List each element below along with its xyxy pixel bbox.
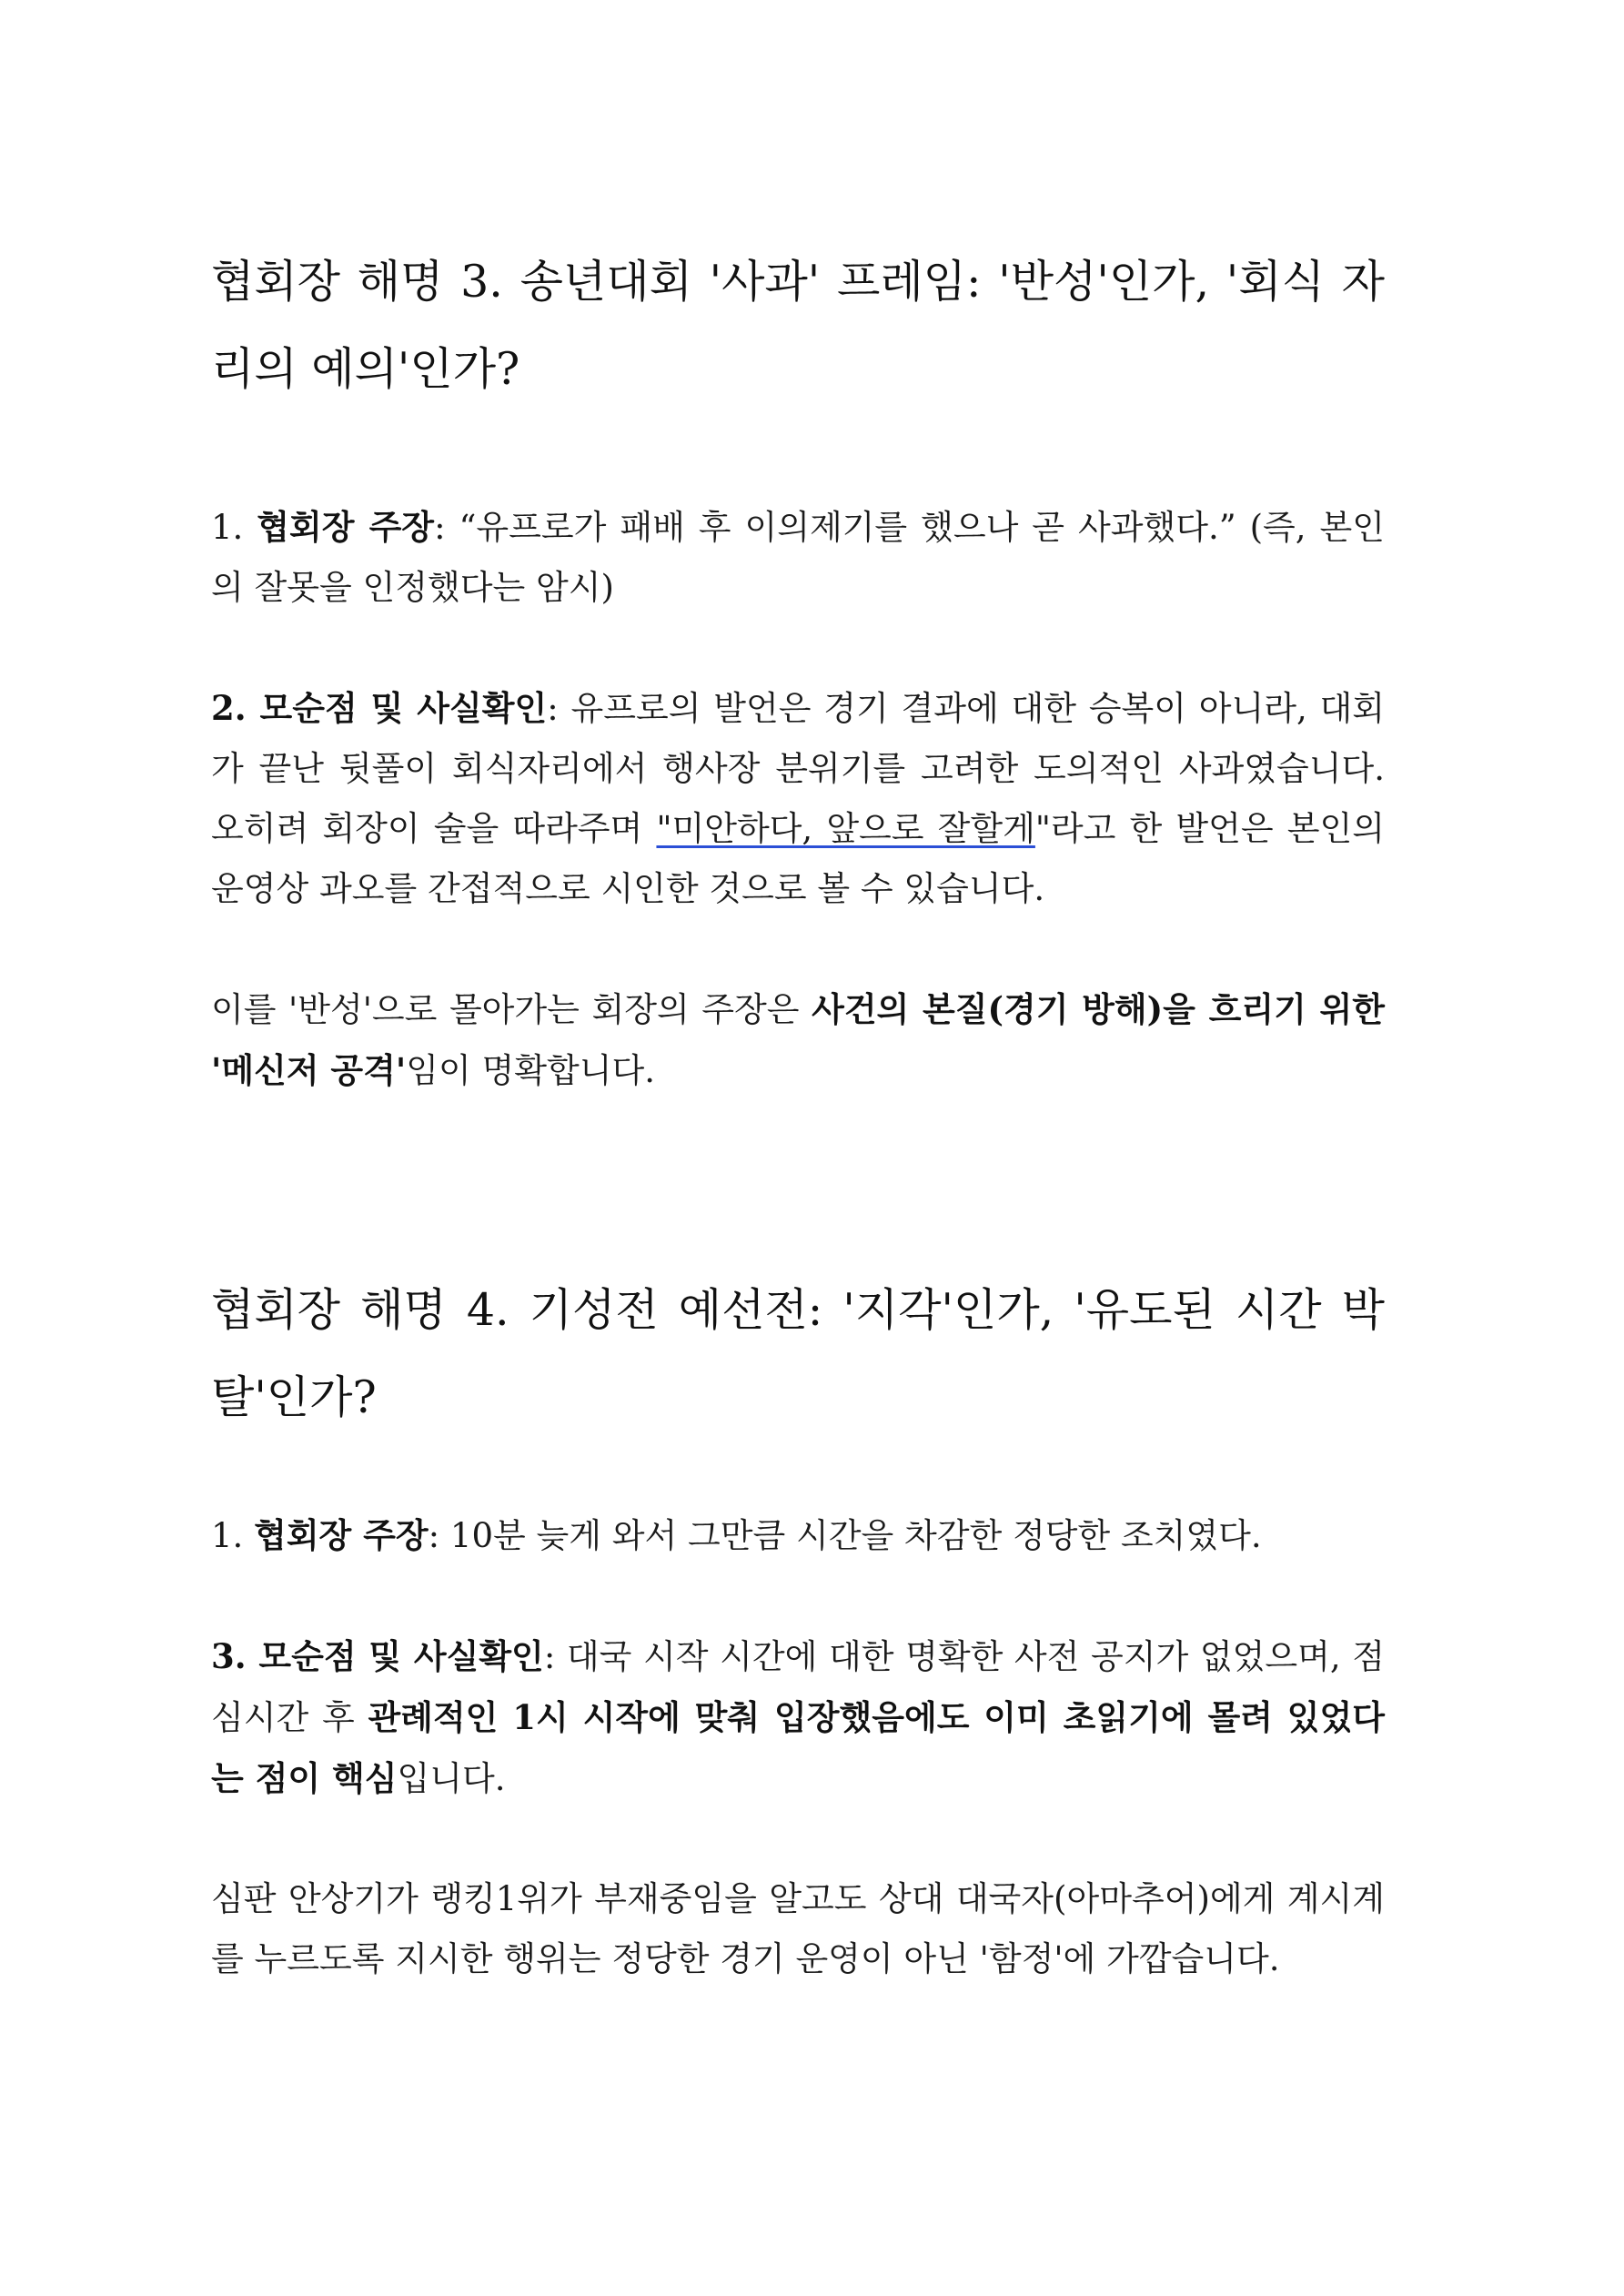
section-3-factcheck-paragraph [211, 678, 1385, 919]
underlined-quote: "미안하다, 앞으로 잘할게 [656, 809, 1035, 848]
conclusion-text-b: 임이 명확합니다. [406, 1051, 655, 1090]
paragraph-number: 2. [211, 688, 260, 728]
factcheck-label: 모순점 및 사실확인 [259, 688, 548, 728]
claim-text: “유프로가 패배 후 이의제기를 했으나 곧 사과했다.” (즉, 본인의 잘못을 인정했다는 암시) [211, 508, 1385, 607]
label-colon: : [428, 1516, 450, 1555]
factcheck-text-a: 유프로의 발언은 경기 결과에 대한 승복이 아니라, 대회가 끝난 뒷풀이 회식자리에서 행사장 분위기를 고려한 도의적인 사과였습니다. 오히려 회장이 술을 따라주며 [211, 689, 1386, 848]
claim-label: 협회장 주장 [254, 1515, 429, 1555]
section-3-heading: 협회장 해명 3. 송년대회 '사과' 프레임: '반성'인가, '회식 자리의 예의'인가? [211, 256, 1385, 395]
paragraph-number: 3. [211, 1636, 259, 1676]
label-colon: : [547, 689, 571, 728]
factcheck-label: 모순점 및 사실확인 [258, 1636, 544, 1676]
document-body [211, 238, 1385, 1989]
factcheck-text-b: 입니다. [397, 1759, 506, 1798]
label-colon: : [543, 1637, 567, 1676]
label-colon: : [434, 508, 459, 547]
claim-label: 협회장 주장 [257, 507, 435, 547]
section-4-claim-paragraph [211, 1505, 1385, 1566]
paragraph-number: 1. [211, 508, 257, 547]
section-4-factcheck-paragraph [211, 1626, 1385, 1809]
section-3-claim-paragraph [211, 497, 1385, 618]
section-3-conclusion-paragraph [211, 979, 1385, 1101]
factcheck-text-b: "라고 한 발언은 본인의 운영상 과오를 간접적으로 시인한 것으로 볼 수 있습니다. [211, 809, 1385, 908]
section-4-heading: 협회장 해명 4. 기성전 예선전: '지각'인가, '유도된 시간 박탈'인가? [211, 1284, 1385, 1423]
factcheck-text-a: 대국 시작 시간에 대한 명확한 사전 공지가 없었으며, 점심시간 후 [211, 1637, 1385, 1737]
claim-text: 10분 늦게 와서 그만큼 시간을 차감한 정당한 조치였다. [449, 1516, 1262, 1555]
section-4-conclusion-paragraph: 심판 안상기가 랭킹1위가 부재중임을 알고도 상대 대국자(아마추어)에게 계시계를 누르도록 지시한 행위는 정당한 경기 운영이 아닌 '함정'에 가깝습니다. [211, 1879, 1385, 1978]
conclusion-text-a: 이를 '반성'으로 몰아가는 회장의 주장은 [211, 990, 812, 1029]
factcheck-emphasis: 관례적인 1시 시작에 맞춰 입장했음에도 이미 초읽기에 몰려 있었다는 점이 핵심 [211, 1697, 1386, 1798]
conclusion-emphasis: 사건의 본질(경기 방해)을 흐리기 위한 '메신저 공격' [211, 989, 1385, 1090]
paragraph-number: 1. [211, 1516, 255, 1555]
